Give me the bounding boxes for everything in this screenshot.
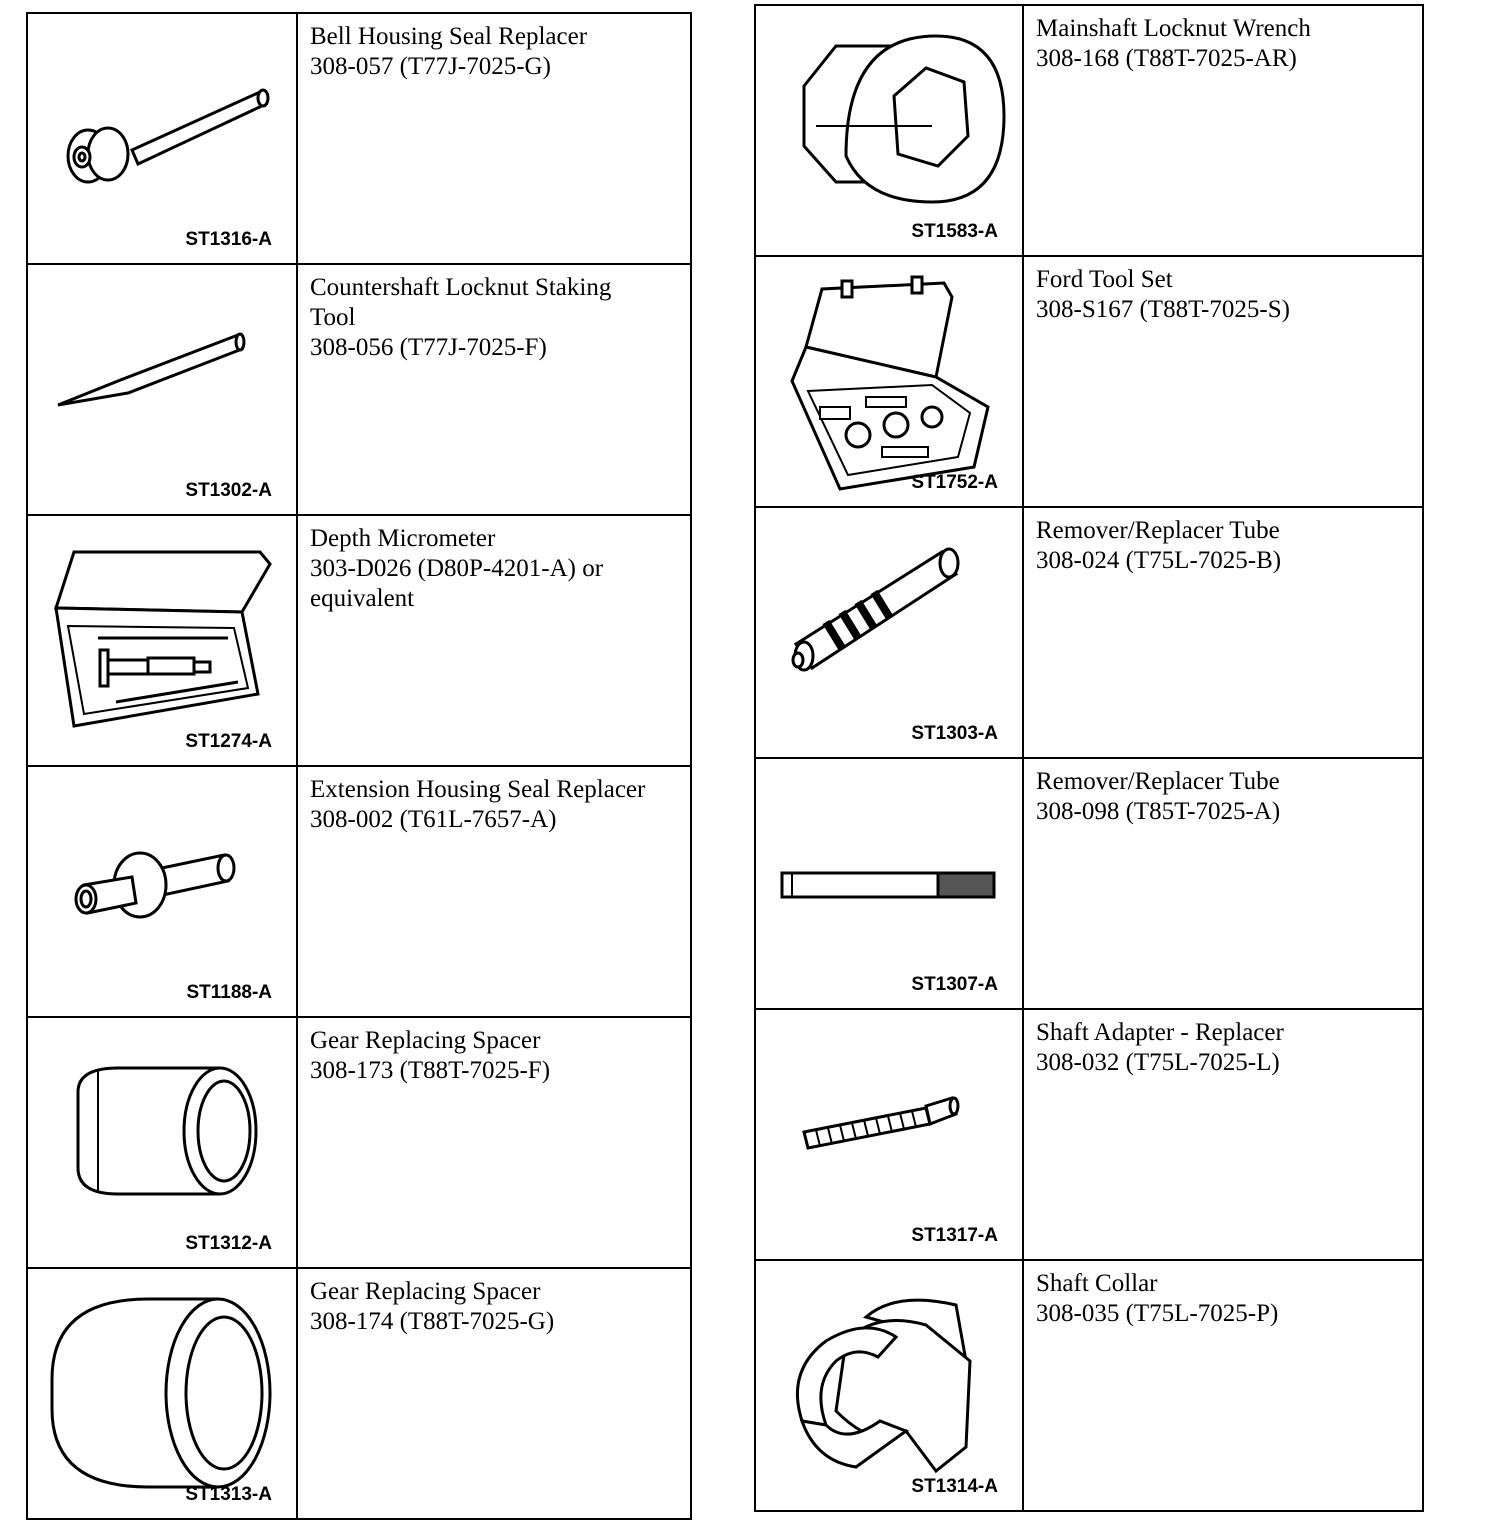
tool-illustration-cell bbox=[755, 256, 1023, 507]
tool-row-depth-micrometer bbox=[27, 515, 691, 766]
figure-code: ST1317-A bbox=[911, 1225, 998, 1246]
tool-row-shaft-adapter-replacer bbox=[755, 1009, 1423, 1260]
tool-part-number: 308-168 (T88T-7025-AR) bbox=[1036, 45, 1297, 72]
tool-name: Gear Replacing Spacer bbox=[310, 1278, 541, 1305]
tool-illustration-cell bbox=[27, 515, 297, 766]
locknut-wrench-illustration bbox=[756, 6, 1022, 257]
tool-description-cell bbox=[297, 1268, 691, 1519]
tool-illustration-cell bbox=[755, 758, 1023, 1009]
staking-tool-illustration bbox=[28, 265, 296, 516]
tool-name: Depth Micrometer bbox=[310, 525, 496, 552]
gear-spacer-large-illustration bbox=[28, 1269, 296, 1520]
tool-part-number: 308-056 (T77J-7025-F) bbox=[310, 334, 547, 361]
tool-name: Remover/Replacer Tube bbox=[1036, 517, 1280, 544]
tool-name: Mainshaft Locknut Wrench bbox=[1036, 15, 1311, 42]
figure-code: ST1302-A bbox=[185, 480, 272, 501]
tool-part-number: 308-002 (T61L-7657-A) bbox=[310, 806, 557, 833]
tool-part-number: 308-S167 (T88T-7025-S) bbox=[1036, 296, 1290, 323]
tool-row-ford-tool-set bbox=[755, 256, 1423, 507]
tool-row-gear-replacing-spacer-174 bbox=[27, 1268, 691, 1519]
tool-illustration-cell bbox=[27, 1017, 297, 1268]
figure-code: ST1307-A bbox=[911, 974, 998, 995]
tool-illustration-cell bbox=[27, 13, 297, 264]
seal-replacer-illustration bbox=[28, 14, 296, 265]
remover-replacer-tube-illustration bbox=[756, 508, 1022, 759]
tool-name: Bell Housing Seal Replacer bbox=[310, 23, 588, 50]
figure-code: ST1316-A bbox=[185, 229, 272, 250]
tool-description-cell bbox=[1023, 507, 1423, 758]
tool-illustration-cell bbox=[755, 1009, 1023, 1260]
tool-description-cell bbox=[1023, 1260, 1423, 1511]
tool-row-bell-housing-seal-replacer bbox=[27, 13, 691, 264]
figure-code: ST1303-A bbox=[911, 723, 998, 744]
figure-code: ST1314-A bbox=[911, 1476, 998, 1497]
tool-illustration-cell bbox=[755, 5, 1023, 256]
figure-code: ST1752-A bbox=[911, 472, 998, 493]
tool-row-extension-housing-seal-replacer bbox=[27, 766, 691, 1017]
tool-row-remover-replacer-tube-024 bbox=[755, 507, 1423, 758]
tool-description-cell bbox=[297, 13, 691, 264]
tool-description-cell bbox=[297, 766, 691, 1017]
shaft-collar-illustration bbox=[756, 1261, 1022, 1512]
tool-name: Gear Replacing Spacer bbox=[310, 1027, 541, 1054]
tool-illustration-cell bbox=[27, 1268, 297, 1519]
extension-seal-replacer-illustration bbox=[28, 767, 296, 1018]
tool-row-shaft-collar bbox=[755, 1260, 1423, 1511]
tool-name: Shaft Collar bbox=[1036, 1270, 1158, 1297]
tool-description-cell bbox=[1023, 5, 1423, 256]
tool-part-number: 303-D026 (D80P-4201-A) or bbox=[310, 555, 604, 582]
tool-description-cell bbox=[1023, 1009, 1423, 1260]
tool-description-cell bbox=[1023, 256, 1423, 507]
left-tool-table bbox=[26, 12, 692, 1520]
tool-row-gear-replacing-spacer-173 bbox=[27, 1017, 691, 1268]
figure-code: ST1274-A bbox=[185, 731, 272, 752]
remover-replacer-rod-illustration bbox=[756, 759, 1022, 1010]
tool-description-cell bbox=[297, 515, 691, 766]
tool-illustration-cell bbox=[27, 264, 297, 515]
tool-name-continued: Tool bbox=[310, 304, 356, 331]
tool-description-cell bbox=[1023, 758, 1423, 1009]
tool-part-number: 308-035 (T75L-7025-P) bbox=[1036, 1300, 1279, 1327]
tool-set-case-illustration bbox=[756, 257, 1022, 508]
tool-row-remover-replacer-tube-098 bbox=[755, 758, 1423, 1009]
tool-illustration-cell bbox=[755, 1260, 1023, 1511]
figure-code: ST1583-A bbox=[911, 221, 998, 242]
tool-description-cell bbox=[297, 1017, 691, 1268]
tool-name: Remover/Replacer Tube bbox=[1036, 768, 1280, 795]
tool-part-number: 308-173 (T88T-7025-F) bbox=[310, 1057, 551, 1084]
tool-part-number: 308-098 (T85T-7025-A) bbox=[1036, 798, 1281, 825]
tool-part-number: 308-174 (T88T-7025-G) bbox=[310, 1308, 555, 1335]
depth-micrometer-case-illustration bbox=[28, 516, 296, 767]
tool-name: Ford Tool Set bbox=[1036, 266, 1173, 293]
tool-name: Shaft Adapter - Replacer bbox=[1036, 1019, 1284, 1046]
figure-code: ST1313-A bbox=[185, 1484, 272, 1505]
right-tool-table bbox=[754, 4, 1424, 1512]
figure-code: ST1312-A bbox=[185, 1233, 272, 1254]
tool-illustration-cell bbox=[755, 507, 1023, 758]
gear-spacer-illustration bbox=[28, 1018, 296, 1269]
tool-row-countershaft-locknut-staking-tool bbox=[27, 264, 691, 515]
tool-description-cell bbox=[297, 264, 691, 515]
tool-name: Extension Housing Seal Replacer bbox=[310, 776, 646, 803]
tool-part-number: 308-032 (T75L-7025-L) bbox=[1036, 1049, 1280, 1076]
tool-part-number: 308-057 (T77J-7025-G) bbox=[310, 53, 551, 80]
tool-illustration-cell bbox=[27, 766, 297, 1017]
tool-row-mainshaft-locknut-wrench bbox=[755, 5, 1423, 256]
tool-part-number-continued: equivalent bbox=[310, 585, 415, 612]
tool-part-number: 308-024 (T75L-7025-B) bbox=[1036, 547, 1282, 574]
shaft-adapter-illustration bbox=[756, 1010, 1022, 1261]
figure-code: ST1188-A bbox=[186, 982, 272, 1003]
tool-name: Countershaft Locknut Staking bbox=[310, 274, 612, 301]
